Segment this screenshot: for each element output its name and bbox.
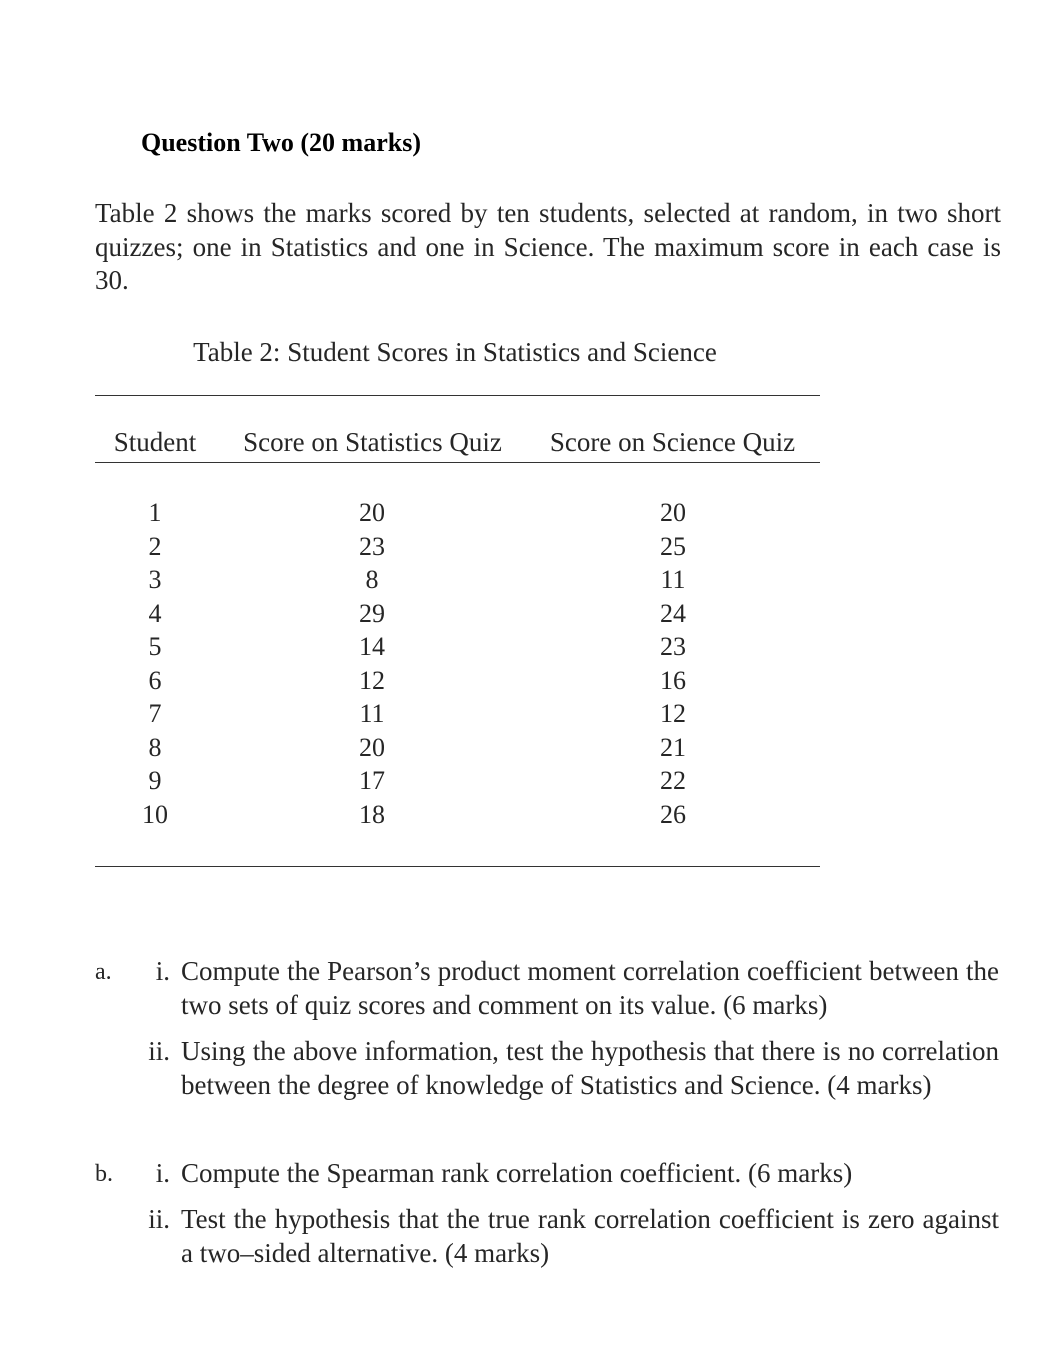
table-row	[0, 731, 1061, 765]
statistics-score-cell: 8	[365, 565, 379, 594]
question-a-ii-number: ii.	[148, 1036, 170, 1066]
question-a-ii	[0, 1035, 1061, 1135]
science-score-cell: 26	[660, 799, 686, 829]
science-score-cell: 23	[660, 632, 686, 661]
table-row	[0, 597, 1061, 631]
table-body	[0, 496, 1061, 831]
student-cell: 9	[148, 766, 162, 795]
science-score-cell: 11	[660, 565, 686, 594]
science-score-cell: 21	[660, 732, 686, 762]
student-cell: 5	[148, 632, 162, 661]
table-row	[0, 798, 1061, 832]
student-cell: 2	[148, 531, 162, 561]
question-heading: Question Two (20 marks)	[141, 128, 421, 157]
statistics-score-cell: 14	[359, 632, 385, 661]
intro-paragraph: Table 2 shows the marks scored by ten students, selected at random, in two short quizzes; one in Statistics and one in Science. The maximum score in each case is 30.	[95, 198, 1001, 295]
question-b-i-number: i.	[155, 1158, 170, 1188]
question-b-ii-text: Test the hypothesis that the true rank correlation coefficient is zero against a two–sided alternative. (4 marks)	[181, 1204, 999, 1268]
table-row	[0, 664, 1061, 698]
part-a-label: a.	[95, 959, 112, 985]
table-row	[0, 496, 1061, 530]
science-score-cell: 12	[660, 699, 686, 728]
question-a-i	[0, 955, 1061, 1025]
question-b-ii-number: ii.	[148, 1204, 170, 1234]
table-row	[0, 697, 1061, 731]
table-top-rule	[95, 395, 820, 396]
student-cell: 7	[148, 699, 162, 728]
table-row	[0, 630, 1061, 664]
table-row	[0, 563, 1061, 597]
table-row	[0, 764, 1061, 798]
question-b-i-text: Compute the Spearman rank correlation coefficient. (6 marks)	[181, 1158, 853, 1188]
question-a-i-text: Compute the Pearson’s product moment correlation coefficient between the two sets of quiz scores and comment on its value. (6 marks)	[181, 956, 999, 1020]
statistics-score-cell: 11	[359, 699, 385, 728]
part-b-label: b.	[95, 1161, 113, 1187]
header-science-score: Score on Science Quiz	[549, 427, 796, 457]
science-score-cell: 25	[660, 531, 686, 561]
table-row	[0, 530, 1061, 564]
statistics-score-cell: 12	[359, 665, 385, 695]
header-statistics-score: Score on Statistics Quiz	[243, 427, 502, 457]
student-cell: 1	[148, 498, 162, 527]
statistics-score-cell: 18	[359, 799, 385, 829]
student-cell: 3	[148, 565, 162, 594]
question-a-ii-text: Using the above information, test the hypothesis that there is no correlation between the degree of knowledge of Statistics and Science. (4 marks)	[181, 1036, 999, 1100]
statistics-score-cell: 29	[359, 598, 385, 628]
header-student: Student	[113, 427, 197, 457]
science-score-cell: 24	[660, 598, 686, 628]
statistics-score-cell: 20	[359, 498, 385, 527]
statistics-score-cell: 17	[359, 766, 385, 795]
student-cell: 6	[148, 665, 162, 695]
student-cell: 8	[148, 732, 162, 762]
science-score-cell: 16	[660, 665, 686, 695]
student-cell: 4	[148, 598, 162, 628]
question-b-i	[0, 1157, 1061, 1193]
table-bottom-rule	[95, 866, 820, 867]
question-a-i-number: i.	[155, 956, 170, 986]
science-score-cell: 20	[660, 498, 686, 527]
statistics-score-cell: 20	[359, 732, 385, 762]
question-b-ii	[0, 1203, 1061, 1273]
science-score-cell: 22	[660, 766, 686, 795]
statistics-score-cell: 23	[359, 531, 385, 561]
table-header-rule	[95, 462, 820, 463]
student-cell: 10	[142, 799, 168, 829]
table-caption: Table 2: Student Scores in Statistics and Science	[193, 337, 717, 367]
